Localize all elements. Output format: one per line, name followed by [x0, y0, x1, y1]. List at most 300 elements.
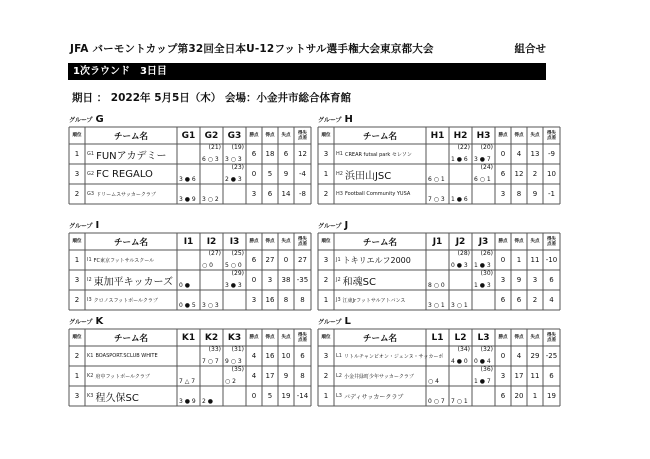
team-name-cell — [334, 290, 426, 310]
team-goals-against: 6 — [283, 150, 289, 158]
match-result — [426, 164, 449, 184]
team-goal-diff: 8 — [300, 296, 305, 304]
match-score: 5 ○ 0 — [225, 262, 242, 269]
team-name-cell — [85, 164, 177, 184]
match-cell-self — [426, 144, 449, 164]
match-score: 3 ○ 1 — [428, 302, 445, 309]
match-result — [472, 346, 495, 366]
team-goal-diff: -10 — [545, 256, 558, 264]
team-code: I1 — [87, 257, 92, 263]
match-cell-self — [177, 250, 200, 270]
team-points: 3 — [251, 190, 257, 198]
header-ga: 失点 — [281, 133, 291, 138]
team-code: L1 — [336, 353, 342, 359]
team-name-cell — [334, 386, 426, 406]
match-cell-self — [200, 366, 223, 386]
team-name: 浜田山JSC — [344, 170, 392, 182]
match-score: 7 △ 7 — [179, 378, 196, 385]
team-code: L2 — [336, 373, 342, 379]
group-caption-prefix: グループ — [318, 223, 342, 230]
team-goal-diff: -8 — [299, 190, 306, 198]
team-goals-against: 13 — [530, 150, 540, 158]
match-cell — [177, 270, 200, 290]
match-result — [223, 250, 246, 270]
match-number: (26) — [480, 250, 493, 257]
match-result — [449, 184, 472, 204]
header-gf: 得点 — [265, 133, 275, 138]
match-cell — [177, 184, 200, 204]
header-team: チーム名 — [113, 131, 148, 142]
header-team: チーム名 — [362, 237, 397, 248]
header-points: 勝点 — [498, 335, 508, 340]
header-col-g2: G2 — [204, 130, 219, 141]
team-name-cell — [85, 144, 177, 164]
header-gf: 得点 — [514, 133, 524, 138]
match-cell-self — [449, 366, 472, 386]
team-goal-diff: 19 — [547, 392, 556, 400]
group-caption-id: I — [95, 220, 100, 231]
match-result — [426, 366, 449, 386]
match-cell — [200, 290, 223, 310]
match-cell — [223, 250, 246, 270]
team-goals-for: 5 — [267, 392, 273, 400]
header-col-h3: H3 — [476, 130, 491, 141]
team-points: 4 — [251, 352, 257, 360]
team-goals-for: 9 — [516, 276, 522, 284]
group-caption-id: L — [344, 316, 351, 327]
team-goals-for: 4 — [516, 352, 522, 360]
team-name-cell — [85, 270, 177, 290]
team-code: I3 — [87, 297, 92, 303]
group-caption-id: J — [344, 220, 349, 231]
team-goal-diff: -1 — [548, 190, 555, 198]
match-cell — [200, 386, 223, 406]
team-name-cell — [85, 386, 177, 406]
group-table-l — [318, 329, 560, 406]
team-goals-against: 3 — [532, 276, 538, 284]
header-rank: 順位 — [321, 239, 331, 244]
team-goals-for: 27 — [265, 256, 275, 264]
match-cell-self — [223, 184, 246, 204]
match-cell-self — [472, 386, 495, 406]
match-score: ○ 4 — [428, 378, 439, 385]
group-table-g — [69, 127, 311, 204]
team-points: 0 — [500, 256, 506, 264]
team-rank: 1 — [74, 256, 80, 264]
match-result — [177, 164, 200, 184]
match-cell-self — [177, 144, 200, 164]
team-goal-diff: 10 — [547, 170, 556, 178]
header-col-j1: J1 — [432, 236, 443, 247]
header-points: 勝点 — [498, 239, 508, 244]
team-goals-against: 10 — [281, 352, 291, 360]
team-goal-diff: 12 — [298, 150, 307, 158]
match-number: (21) — [208, 144, 221, 151]
match-result — [200, 184, 223, 204]
team-code: K1 — [87, 353, 94, 359]
match-score: 0 ● 5 — [179, 302, 196, 309]
match-cell — [426, 290, 449, 310]
header-gd: 得失点差 — [547, 332, 556, 343]
match-result — [223, 164, 246, 184]
team-goal-diff: -4 — [299, 170, 306, 178]
group-caption-i — [69, 220, 99, 231]
match-cell — [200, 184, 223, 204]
team-rank: 3 — [323, 150, 329, 158]
team-goals-for: 16 — [265, 296, 275, 304]
match-cell — [177, 386, 200, 406]
team-points: 3 — [500, 276, 506, 284]
header-gd: 得失点差 — [298, 130, 307, 141]
team-goals-for: 8 — [516, 190, 522, 198]
match-cell — [449, 346, 472, 366]
match-number: (19) — [231, 144, 244, 151]
match-score: 6 ○ 1 — [428, 176, 445, 183]
header-col-l3: L3 — [477, 332, 490, 343]
match-score: ○ 2 — [225, 378, 236, 385]
group-caption-id: G — [95, 114, 104, 125]
match-cell — [200, 346, 223, 366]
team-name-cell — [334, 144, 426, 164]
team-goals-against: 38 — [281, 276, 291, 284]
team-goals-for: 1 — [516, 256, 522, 264]
team-rank: 1 — [74, 372, 80, 380]
team-points: 0 — [251, 392, 257, 400]
group-caption-prefix: グループ — [318, 117, 342, 124]
match-score: 2 ● 3 — [225, 176, 242, 183]
team-points: 4 — [251, 372, 257, 380]
match-result — [449, 386, 472, 406]
match-result — [177, 386, 200, 406]
team-points: 6 — [251, 256, 257, 264]
team-goal-diff: -25 — [545, 352, 558, 360]
team-name-cell — [85, 184, 177, 204]
team-name: BOASPORT.SCLUB WHITE — [95, 353, 158, 359]
team-name: トキリエルフ2000 — [342, 255, 411, 265]
match-score: 1 ● 7 — [474, 378, 491, 385]
match-score: 1 ● 6 — [451, 156, 468, 163]
team-name-cell — [334, 346, 444, 366]
team-code: H3 — [336, 191, 343, 197]
team-name: Football Community YUSA — [344, 191, 411, 197]
team-code: J1 — [336, 257, 341, 263]
match-result — [472, 144, 495, 164]
team-goal-diff: 6 — [549, 276, 554, 284]
group-table-k — [69, 329, 311, 406]
match-number: (22) — [457, 144, 470, 151]
match-number: (23) — [231, 164, 244, 171]
team-points: 0 — [500, 352, 506, 360]
match-score: 3 ○ 3 — [202, 302, 219, 309]
header-col-g1: G1 — [181, 130, 196, 141]
header-col-l1: L1 — [431, 332, 444, 343]
team-points: 6 — [500, 170, 506, 178]
header-rank: 順位 — [72, 335, 82, 340]
team-name: 江東Jrフットサルアトバンス — [342, 297, 406, 304]
header-gf: 得点 — [514, 335, 524, 340]
team-name: 府中フットボールクラブ — [95, 373, 150, 380]
match-result — [223, 270, 246, 290]
match-cell-self — [449, 164, 472, 184]
team-name-cell — [85, 250, 177, 270]
match-cell — [449, 290, 472, 310]
header-gd: 得失点差 — [547, 130, 556, 141]
team-name-cell — [334, 366, 426, 386]
match-number: (28) — [457, 250, 470, 257]
match-score: 7 ○ 1 — [451, 398, 468, 405]
team-points: 3 — [500, 190, 506, 198]
match-cell — [472, 366, 495, 386]
match-score: 4 ● 0 — [451, 358, 468, 365]
header-ga: 失点 — [281, 335, 291, 340]
team-points: 3 — [500, 372, 506, 380]
team-goals-for: 6 — [516, 296, 522, 304]
match-cell — [426, 366, 449, 386]
header-gf: 得点 — [514, 239, 524, 244]
group-caption-l — [318, 316, 351, 327]
match-result — [177, 290, 200, 310]
header-col-g3: G3 — [227, 130, 242, 141]
header-ga: 失点 — [281, 239, 291, 244]
match-cell — [177, 164, 200, 184]
match-score: 7 ○ 7 — [202, 358, 219, 365]
match-cell — [223, 366, 246, 386]
header-points: 勝点 — [249, 239, 259, 244]
match-cell-self — [200, 270, 223, 290]
group-caption-id: K — [95, 316, 104, 327]
header-points: 勝点 — [249, 335, 259, 340]
match-result — [472, 250, 495, 270]
match-score: 0 ○ 7 — [428, 398, 445, 405]
match-score: 1 ● 3 — [474, 282, 491, 289]
match-cell-self — [177, 346, 200, 366]
match-cell-self — [426, 250, 449, 270]
team-rank: 3 — [323, 256, 329, 264]
header-rank: 順位 — [321, 335, 331, 340]
match-cell — [472, 270, 495, 290]
team-goals-for: 16 — [265, 352, 275, 360]
match-number: (29) — [231, 270, 244, 277]
team-goals-against: 19 — [281, 392, 291, 400]
team-name: バディサッカークラブ — [343, 393, 404, 401]
header-col-h1: H1 — [430, 130, 445, 141]
match-cell — [177, 366, 200, 386]
date-venue-line: 期日 ： 2022年 5月5日（木） 会場：小金井市総合体育館 — [72, 92, 351, 104]
team-code: L3 — [336, 393, 342, 399]
header-col-j2: J2 — [455, 236, 466, 247]
match-cell — [472, 346, 495, 366]
match-result — [200, 250, 223, 270]
group-caption-k — [69, 316, 103, 327]
header-team: チーム名 — [362, 333, 397, 344]
team-goals-for: 12 — [514, 170, 524, 178]
match-result — [449, 290, 472, 310]
team-goals-against: 0 — [283, 256, 289, 264]
match-cell — [472, 250, 495, 270]
team-goals-against: 14 — [281, 190, 291, 198]
match-score: 1 ● 6 — [451, 196, 468, 203]
team-code: H2 — [336, 171, 343, 177]
match-result — [426, 270, 449, 290]
match-number: (20) — [480, 144, 493, 151]
match-cell — [426, 270, 449, 290]
match-cell — [449, 386, 472, 406]
team-rank: 2 — [74, 190, 80, 198]
team-goals-for: 17 — [265, 372, 275, 380]
match-cell — [223, 164, 246, 184]
match-score: 0 ● — [179, 282, 190, 289]
team-goals-against: 9 — [283, 170, 289, 178]
team-goals-against: 2 — [532, 170, 538, 178]
team-rank: 1 — [74, 150, 80, 158]
match-cell — [426, 184, 449, 204]
match-cell — [177, 290, 200, 310]
team-name-cell — [85, 346, 177, 366]
team-goal-diff: -14 — [296, 392, 309, 400]
match-cell — [449, 250, 472, 270]
match-cell-self — [426, 346, 449, 366]
group-caption-prefix: グループ — [69, 223, 93, 230]
team-name: CREAR futsal park セレソン — [344, 151, 412, 158]
match-result — [426, 184, 449, 204]
team-name: ドリームスサッカークラブ — [96, 191, 156, 198]
match-cell — [472, 144, 495, 164]
match-score: 3 ● 3 — [225, 282, 242, 289]
match-result — [177, 270, 200, 290]
team-points: 0 — [500, 150, 506, 158]
team-goal-diff: 8 — [300, 372, 305, 380]
team-points: 6 — [500, 296, 506, 304]
team-goals-for: 6 — [267, 190, 273, 198]
header-col-i1: I1 — [183, 236, 194, 247]
match-cell-self — [223, 290, 246, 310]
team-goals-against: 2 — [532, 296, 538, 304]
team-name: リトルチャンピオン・ジェンヌ・サッカーポ — [343, 353, 444, 360]
match-result — [449, 250, 472, 270]
match-score: 3 ● 7 — [474, 156, 491, 163]
team-goals-for: 3 — [267, 276, 273, 284]
match-result — [426, 290, 449, 310]
match-number: (35) — [231, 366, 244, 373]
match-cell — [426, 164, 449, 184]
match-number: (36) — [480, 366, 493, 373]
team-name: 和魂SC — [342, 276, 376, 288]
group-caption-j — [318, 220, 348, 231]
header-gf: 得点 — [265, 239, 275, 244]
match-cell — [449, 184, 472, 204]
match-result — [472, 270, 495, 290]
group-table-i — [69, 233, 311, 310]
match-score: 8 ○ 0 — [428, 282, 445, 289]
match-cell — [223, 346, 246, 366]
team-goals-for: 20 — [514, 392, 524, 400]
header-gd: 得失点差 — [547, 236, 556, 247]
match-cell-self — [223, 386, 246, 406]
team-name: FC REGALO — [96, 168, 153, 180]
team-goals-for: 18 — [265, 150, 275, 158]
header-rank: 順位 — [321, 133, 331, 138]
match-score: 3 ○ 1 — [451, 302, 468, 309]
team-rank: 2 — [74, 296, 80, 304]
match-cell-self — [472, 290, 495, 310]
team-name: クロノスフットボールクラブ — [93, 297, 158, 304]
match-number: (24) — [480, 164, 493, 171]
group-caption-prefix: グループ — [318, 319, 342, 326]
header-gd: 得失点差 — [298, 236, 307, 247]
header-col-i3: I3 — [229, 236, 240, 247]
header-col-k3: K3 — [227, 332, 242, 343]
match-score: 6 ○ 3 — [202, 156, 219, 163]
team-rank: 3 — [74, 170, 80, 178]
match-cell — [426, 386, 449, 406]
team-code: K3 — [87, 393, 94, 399]
match-result — [223, 144, 246, 164]
match-score: 3 ● 9 — [179, 398, 196, 405]
header-col-h2: H2 — [453, 130, 468, 141]
header-col-k2: K2 — [204, 332, 219, 343]
match-result — [200, 346, 223, 366]
team-goals-against: 11 — [530, 256, 540, 264]
match-cell — [449, 144, 472, 164]
match-cell — [200, 144, 223, 164]
match-result — [449, 144, 472, 164]
header-team: チーム名 — [362, 131, 397, 142]
team-name: 程久保SC — [95, 392, 139, 404]
match-number: (34) — [457, 346, 470, 353]
team-goals-against: 9 — [283, 372, 289, 380]
match-number: (25) — [231, 250, 244, 257]
team-name: FC東京フットサルスクール — [93, 257, 155, 264]
header-ga: 失点 — [530, 335, 540, 340]
match-number: (30) — [480, 270, 493, 277]
match-cell-self — [200, 164, 223, 184]
match-cell — [223, 144, 246, 164]
header-ga: 失点 — [530, 239, 540, 244]
header-ga: 失点 — [530, 133, 540, 138]
team-name: 小金井緑町少年サッカークラブ — [343, 373, 414, 380]
team-rank: 3 — [74, 276, 80, 284]
group-table-j — [318, 233, 560, 310]
header-team: チーム名 — [113, 333, 148, 344]
group-table-h — [318, 127, 560, 204]
team-points: 6 — [251, 150, 257, 158]
team-goals-against: 29 — [530, 352, 540, 360]
team-goals-for: 17 — [514, 372, 524, 380]
team-points: 3 — [251, 296, 257, 304]
team-rank: 2 — [323, 276, 329, 284]
document-title: JFA バーモントカップ第32回全日本U-12フットサル選手権大会東京都大会 — [70, 43, 434, 55]
team-points: 0 — [251, 276, 257, 284]
match-score: 3 ○ 3 — [225, 156, 242, 163]
match-score: 3 ● 6 — [179, 176, 196, 183]
match-result — [200, 144, 223, 164]
team-goal-diff: 6 — [300, 352, 305, 360]
match-result — [200, 386, 223, 406]
match-result — [200, 290, 223, 310]
header-gf: 得点 — [265, 335, 275, 340]
team-rank: 1 — [323, 392, 329, 400]
header-points: 勝点 — [498, 133, 508, 138]
team-goals-against: 9 — [532, 190, 538, 198]
match-number: (33) — [208, 346, 221, 353]
team-goal-diff: -35 — [296, 276, 309, 284]
match-result — [177, 184, 200, 204]
match-score: 0 ● 3 — [451, 262, 468, 269]
match-score: 9 ○ 3 — [225, 358, 242, 365]
match-number: (32) — [480, 346, 493, 353]
group-caption-prefix: グループ — [69, 117, 93, 124]
team-name: FUNアカデミー — [96, 150, 167, 162]
